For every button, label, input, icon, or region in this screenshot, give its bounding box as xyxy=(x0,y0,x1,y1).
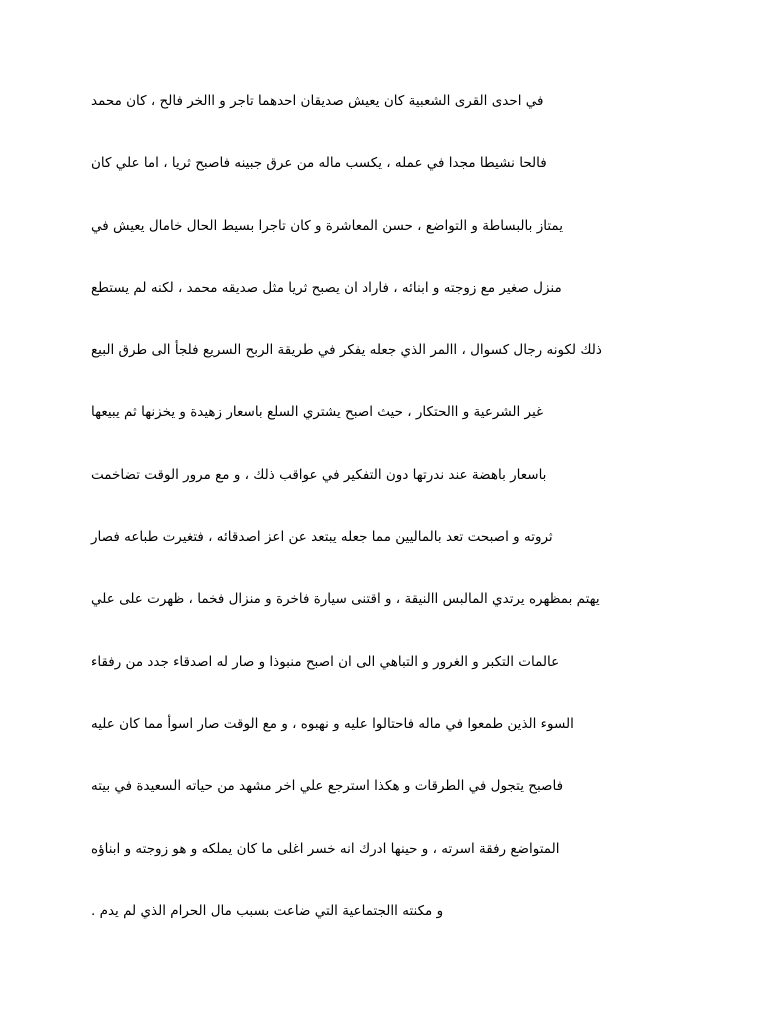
text-line-13-content: المتواضع رفقة اسرته ، و حينها ادرك انه خسر اغلى ما كان يملكه و هو زوجته و ابناؤه xyxy=(91,840,560,857)
text-line-3 xyxy=(91,211,671,242)
text-line-14-content: و مكنته االجتماعية التي ضاعت بسبب مال الحرام الذي لم يدم . xyxy=(91,902,444,919)
text-line-10 xyxy=(91,647,671,678)
text-line-4 xyxy=(91,273,671,304)
text-line-4-content: منزل صغير مع زوجته و ابنائه ، فاراد ان يصبح ثريا مثل صديقه محمد ، لكنه لم يستطع xyxy=(91,279,562,296)
text-line-3-content: يمتاز بالبساطة و التواضع ، حسن المعاشرة و كان تاجرا بسيط الحال خامال يعيش في xyxy=(91,217,563,234)
text-line-5-content: ذلك لكونه رجال كسوال ، االمر الذي جعله يفكر في طريقة الربح السريع فلجأ الى طرق البيع xyxy=(91,342,602,359)
text-line-9-content: يهتم بمظهره يرتدي المالبس االنيقة ، و اقتنى سيارة فاخرة و منزال فخما ، ظهرت على علي xyxy=(91,591,600,608)
story-text-block xyxy=(91,86,671,958)
text-line-6-content: غير الشرعية و االحتكار ، حيث اصبح يشتري السلع باسعار زهيدة و يخزنها ثم يبيعها xyxy=(91,404,544,421)
text-line-1 xyxy=(91,86,671,117)
text-line-11-content: السوء الذين طمعوا في ماله فاحتالوا عليه و نهبوه ، و مع الوقت صار اسوأ مما كان عليه xyxy=(91,715,574,732)
text-line-1-content: في احدى القرى الشعبية كان يعيش صديقان احدهما تاجر و االخر فالح ، كان محمد xyxy=(91,93,544,109)
text-line-13 xyxy=(91,834,671,865)
text-line-10-content: عالمات التكبر و الغرور و التباهي الى ان اصبح منبوذا و صار له اصدقاء جدد من رفقاء xyxy=(91,653,560,670)
text-line-9 xyxy=(91,584,671,615)
text-line-11 xyxy=(91,709,671,740)
text-line-7-content: باسعار باهضة عند ندرتها دون التفكير في عواقب ذلك ، و مع مرور الوقت تضاخمت xyxy=(91,466,547,483)
text-line-6 xyxy=(91,397,671,428)
text-line-12 xyxy=(91,771,671,802)
text-line-12-content: فاصبح يتجول في الطرقات و هكذا استرجع علي اخر مشهد من حياته السعيدة في بيته xyxy=(91,778,564,795)
text-line-8-content: ثروته و اصبحت تعد بالماليين مما جعله يبتعد عن اعز اصدقائه ، فتغيرت طباعه فصار xyxy=(91,529,553,546)
text-line-7 xyxy=(91,460,671,491)
text-line-5 xyxy=(91,335,671,366)
text-line-8 xyxy=(91,522,671,553)
text-line-2-content: فالحا نشيطا مجدا في عمله ، يكسب ماله من عرق جبينه فاصبح ثريا ، اما علي كان xyxy=(91,155,547,172)
text-line-2 xyxy=(91,148,671,179)
text-line-14 xyxy=(91,896,671,927)
